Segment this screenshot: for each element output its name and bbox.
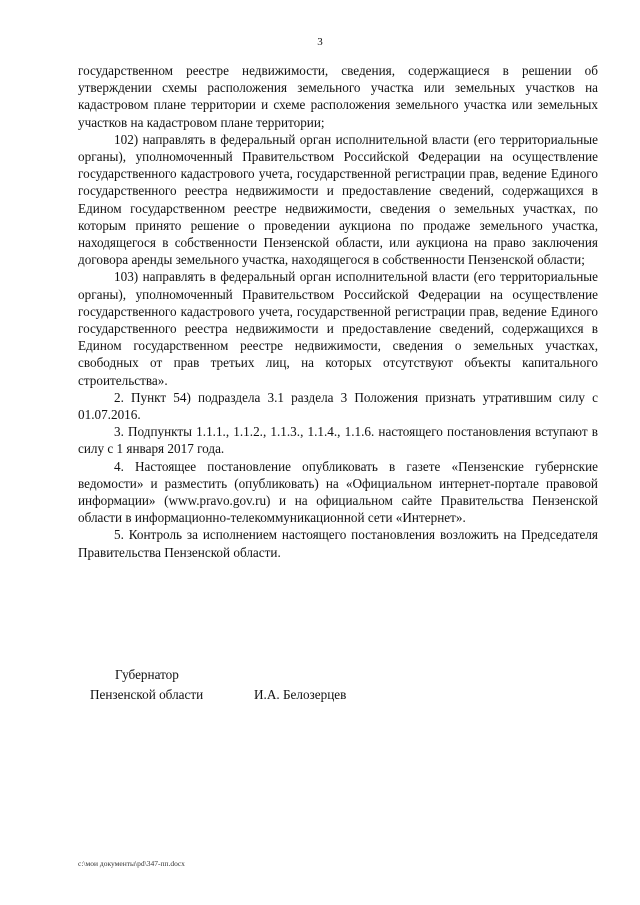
paragraph-point-2: 2. Пункт 54) подраздела 3.1 раздела 3 Положения признать утратившим силу с 01.07.2016.	[78, 389, 598, 423]
page-number: 3	[317, 36, 323, 48]
document-body	[78, 62, 598, 561]
paragraph-point-3: 3. Подпункты 1.1.1., 1.1.2., 1.1.3., 1.1.4., 1.1.6. настоящего постановления вступают в силу с 1 января 2017 года.	[78, 424, 598, 457]
paragraph-point-5: 5. Контроль за исполнением настоящего постановления возложить на Председателя Правительства Пензенской области.	[78, 527, 598, 560]
paragraph-continuation: государственном реестре недвижимости, сведения, содержащиеся в решении об утверждении схемы расположения земельного участка или земельных участков на кадастровом плане территории и схеме расположения земельного участка или земельных участков на кадастровом плане территории;	[78, 63, 598, 130]
paragraph-point-4: 4. Настоящее постановление опубликовать в газете «Пензенские губернские ведомости» и разместить (опубликовать) на «Официальном интернет-портале правовой информации» (www.pravo.gov.ru) и на официальном сайте Правительства Пензенской области в информационно-телекоммуникационной сети «Интернет».	[78, 458, 598, 526]
signatory-region: Пензенской области	[90, 687, 204, 702]
file-path-footer: c:\мои документы\pd\347-пп.docx	[78, 859, 185, 868]
paragraph-item-103: 103) направлять в федеральный орган исполнительной власти (его территориальные органы), уполномоченный Правительством Российской Федерации на осуществление государственного кадастрового учета, государственной регистрации прав, ведение Единого государственного реестра недвижимости и предоставление сведений, содержащихся в Едином государственном реестре недвижимости, сведения о земельных участках, свободных от прав третьих лиц, на которых отсутствуют объекты капитального строительства».	[78, 269, 598, 388]
signatory-name: И.А. Белозерцев	[254, 687, 347, 702]
paragraph-item-102: 102) направлять в федеральный орган исполнительной власти (его территориальные органы), уполномоченный Правительством Российской Федерации на осуществление государственного кадастрового учета, государственной регистрации прав, ведение Единого государственного реестра недвижимости и предоставление сведений, содержащихся в Едином государственном реестре недвижимости, сведения о земельных участках, по которым принято решение о проведении аукциона по продаже земельного участка, находящегося в собственности Пензенской области, или аукциона на право заключения договора аренды земельного участка, находящегося в собственности Пензенской области;	[78, 131, 598, 268]
signatory-title: Губернатор	[115, 667, 179, 682]
